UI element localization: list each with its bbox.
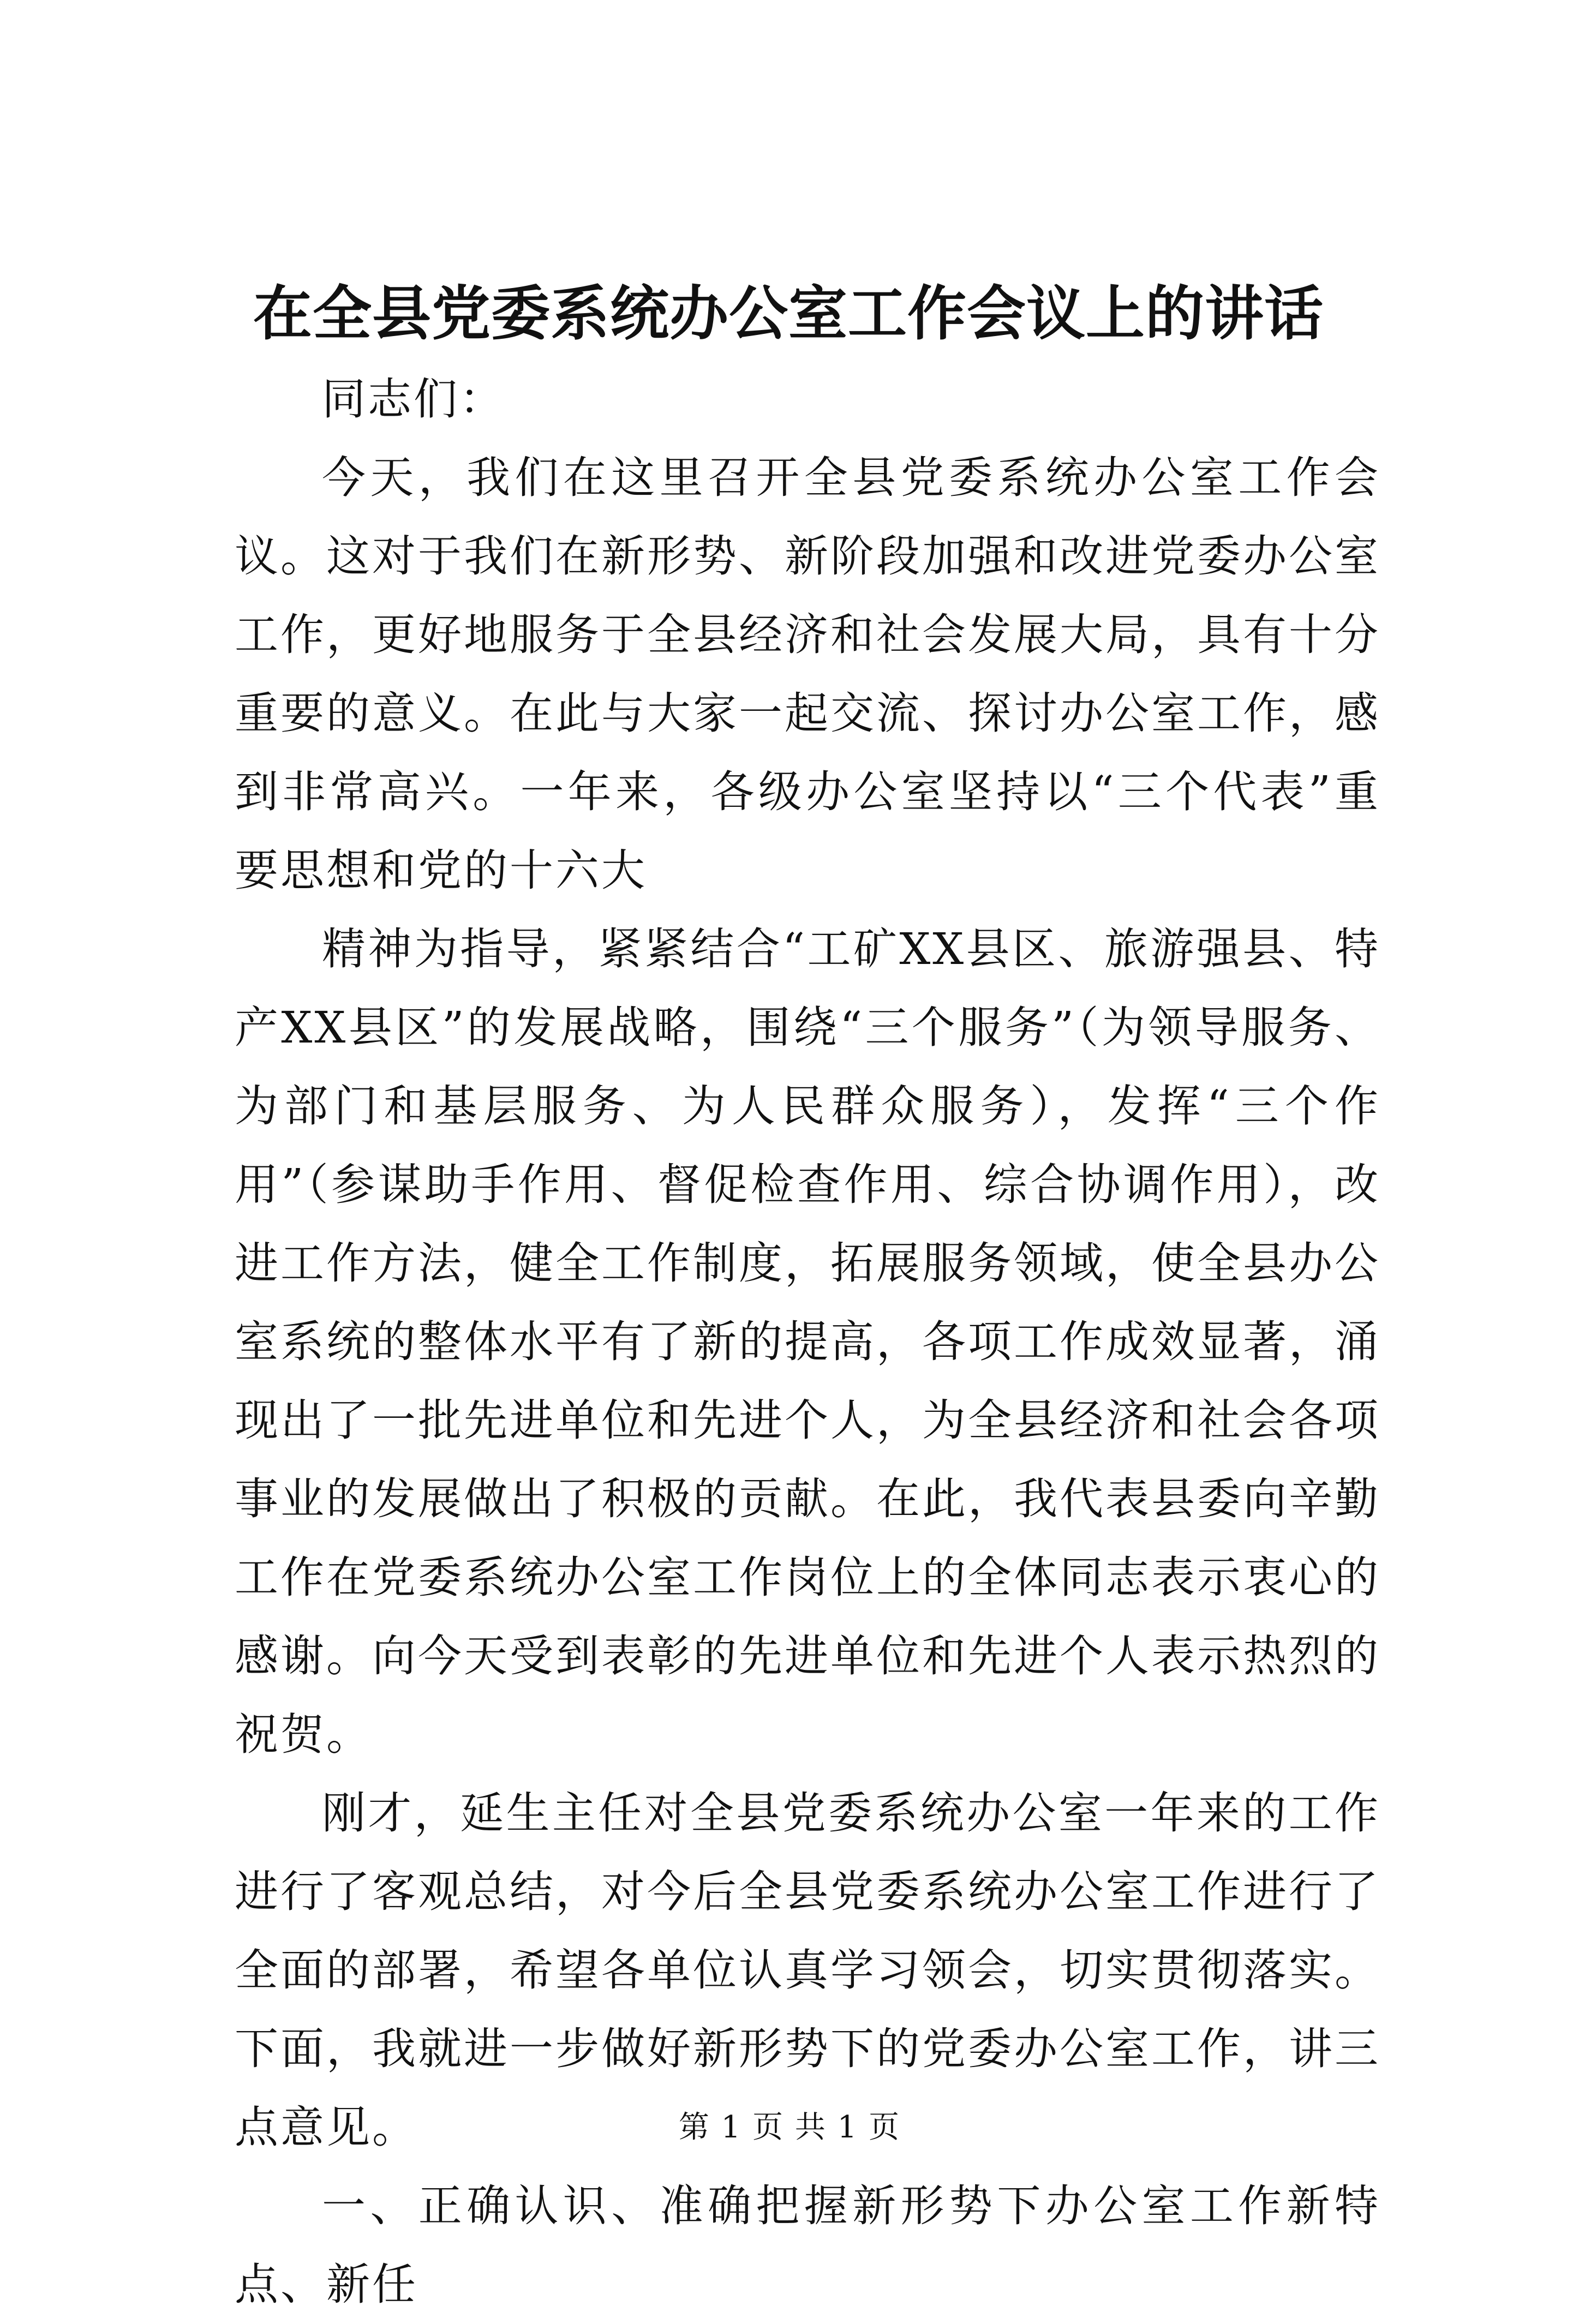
paragraph-3: 刚才，延生主任对全县党委系统办公室一年来的工作进行了客观总结，对今后全县党委系统办公室工作进行了全面的部署，希望各单位认真学习领会，切实贯彻落实。下面，我就进一步做好新形势下的党委办公室工作，讲三点意见。 xyxy=(235,1788,1380,2153)
paragraph-4: 一、正确认识、准确把握新形势下办公室工作新特点、新任 xyxy=(235,2181,1380,2310)
document-body xyxy=(235,360,1380,2324)
salutation: 同志们： xyxy=(322,374,505,424)
page-number-footer: 第 1 页 共 1 页 xyxy=(678,2110,901,2145)
paragraph-1: 今天，我们在这里召开全县党委系统办公室工作会议。这对于我们在新形势、新阶段加强和改进党委办公室工作，更好地服务于全县经济和社会发展大局，具有十分重要的意义。在此与大家一起交流、探讨办公室工作，感到非常高兴。一年来，各级办公室坚持以“三个代表”重要思想和党的十六大 xyxy=(235,452,1380,896)
document-title: 在全县党委系统办公室工作会议上的讲话 xyxy=(253,279,1324,348)
paragraph-2: 精神为指导，紧紧结合“工矿XX县区、旅游强县、特产XX县区”的发展战略，围绕“三个服务”（为领导服务、为部门和基层服务、为人民群众服务），发挥“三个作用”（参谋助手作用、督促检查作用、综合协调作用），改进工作方法，健全工作制度，拓展服务领域，使全县办公室系统的整体水平有了新的提高，各项工作成效显著，涌现出了一批先进单位和先进个人，为全县经济和社会各项事业的发展做出了积极的贡献。在此，我代表县委向辛勤工作在党委系统办公室工作岗位上的全体同志表示衷心的感谢。向今天受到表彰的先进单位和先进个人表示热烈的祝贺。 xyxy=(235,924,1380,1760)
